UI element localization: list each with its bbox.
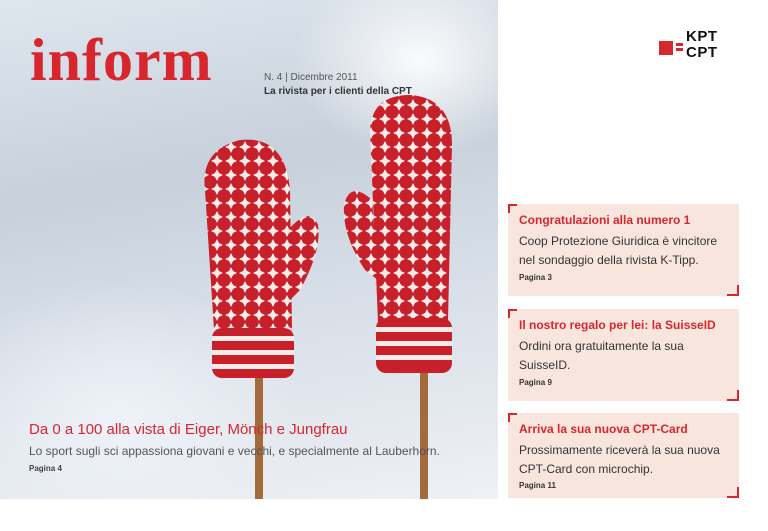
teaser-page-ref: Pagina 3 xyxy=(519,273,552,282)
brand-line-cpt: CPT xyxy=(686,44,718,61)
brand-mark-bar xyxy=(676,43,683,46)
corner-bracket xyxy=(508,413,517,422)
corner-bracket xyxy=(508,204,517,213)
teaser-title: Congratulazioni alla numero 1 xyxy=(519,213,691,227)
teaser-card[interactable] xyxy=(508,204,739,296)
magazine-logo: inform xyxy=(30,27,213,93)
teaser-page-ref: Pagina 9 xyxy=(519,378,552,387)
cover-subline: Lo sport sugli sci appassiona giovani e vecchi, e specialmente al Lauberhorn. xyxy=(29,444,440,458)
teaser-page-ref: Pagina 11 xyxy=(519,481,556,490)
cover-page-ref: Pagina 4 xyxy=(29,464,62,473)
teaser-body: Coop Protezione Giuridica è vincitore nel sondaggio della rivista K-Tipp. xyxy=(519,234,718,267)
mitten-left xyxy=(204,140,318,378)
teaser-body: Ordini ora gratuitamente la sua SuisseID. xyxy=(519,339,684,372)
teaser-title: Arriva la sua nuova CPT-Card xyxy=(519,422,688,436)
brand-mark-bar xyxy=(676,48,683,51)
corner-bracket xyxy=(727,390,739,401)
teaser-card[interactable] xyxy=(508,413,739,498)
corner-bracket xyxy=(727,487,739,498)
mitten-right xyxy=(344,95,452,373)
kpt-cpt-brand-logo xyxy=(656,28,742,62)
teaser-body: Prossimamente riceverà la sua nuova CPT-Card con microchip. xyxy=(519,443,720,476)
cover-headline[interactable]: Da 0 a 100 alla vista di Eiger, Mönch e Jungfrau xyxy=(29,421,348,438)
corner-bracket xyxy=(727,285,739,296)
issue-number: N. 4 | Dicembre 2011 xyxy=(264,72,358,83)
magazine-tagline: La rivista per i clienti della CPT xyxy=(264,86,412,97)
brand-line-kpt: KPT xyxy=(686,28,718,45)
teaser-card[interactable] xyxy=(508,309,739,401)
brand-mark-square xyxy=(659,41,673,55)
corner-bracket xyxy=(508,309,517,318)
teaser-title: Il nostro regalo per lei: la SuisseID xyxy=(519,318,716,332)
